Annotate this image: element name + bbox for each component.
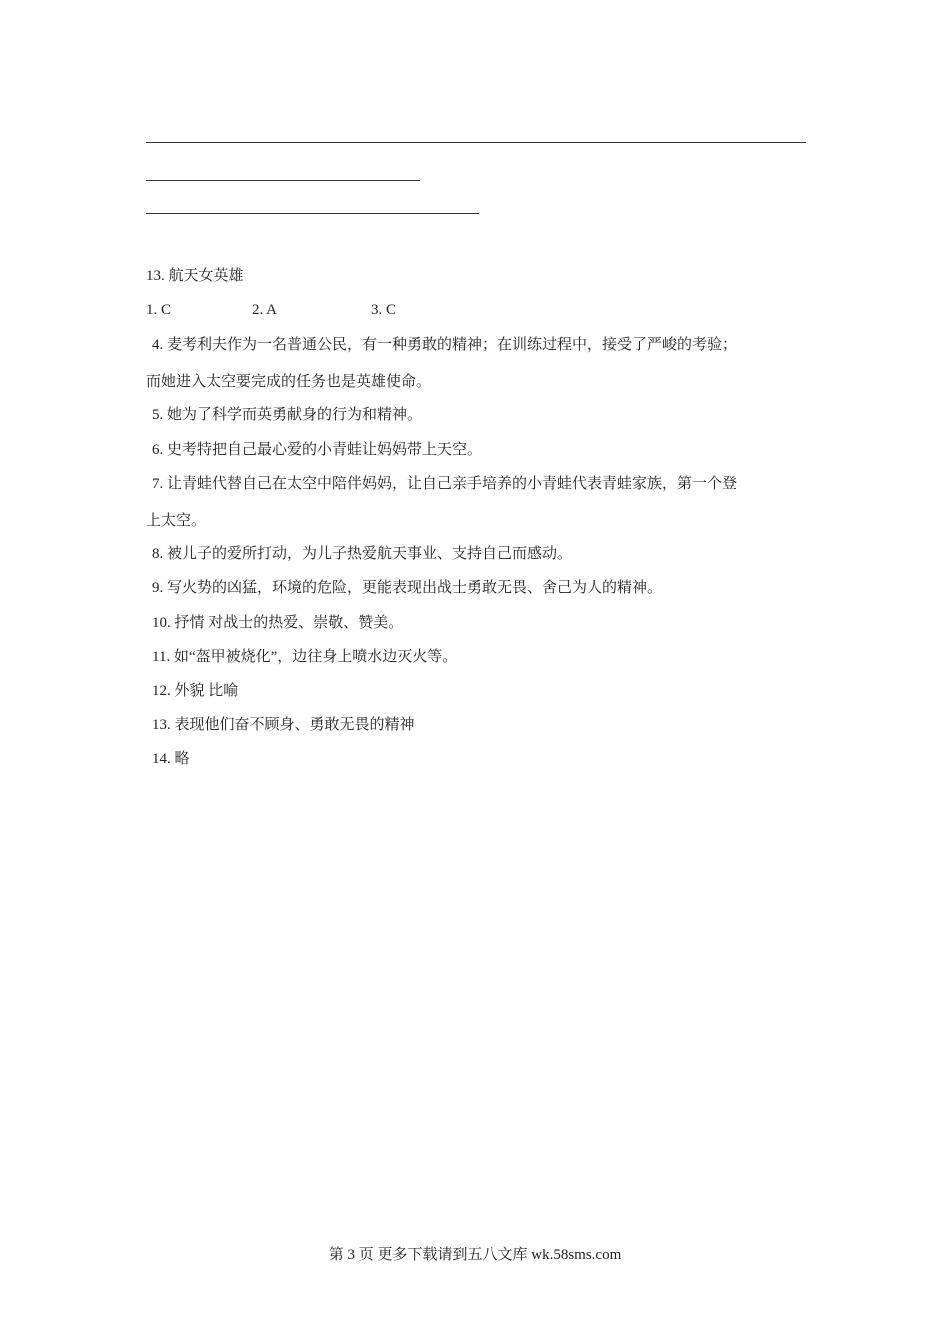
answer-9: 9. 写火势的凶猛，环境的危险，更能表现出战士勇敢无畏、舍己为人的精神。 bbox=[152, 580, 663, 596]
answer-8: 8. 被儿子的爱所打动，为儿子热爱航天事业、支持自己而感动。 bbox=[152, 546, 573, 562]
answer-7-line-1: 7. 让青蛙代替自己在太空中陪伴妈妈，让自己亲手培养的小青蛙代表青蛙家族，第一个登 bbox=[152, 476, 738, 492]
answer-14: 14. 略 bbox=[152, 751, 190, 767]
answer-5: 5. 她为了科学而英勇献身的行为和精神。 bbox=[152, 407, 423, 423]
answer-13: 13. 表现他们奋不顾身、勇敢无畏的精神 bbox=[152, 717, 415, 733]
answer-blank-line-2 bbox=[146, 180, 420, 181]
page-footer: 第 3 页 更多下载请到五八文库 wk.58sms.com bbox=[328, 1247, 622, 1263]
answer-blank-line-1 bbox=[146, 142, 806, 143]
answer-10: 10. 抒情 对战士的热爱、崇敬、赞美。 bbox=[152, 615, 404, 631]
answer-6: 6. 史考特把自己最心爱的小青蛙让妈妈带上天空。 bbox=[152, 442, 483, 458]
section-title: 13. 航天女英雄 bbox=[146, 268, 244, 284]
mc-answer-1: 1. C bbox=[146, 302, 172, 318]
answer-7-line-2: 上太空。 bbox=[146, 513, 207, 529]
answer-blank-line-3 bbox=[146, 213, 479, 214]
mc-answer-2: 2. A bbox=[252, 302, 278, 318]
answer-12: 12. 外貌 比喻 bbox=[152, 683, 239, 699]
answer-4-line-1: 4. 麦考利夫作为一名普通公民，有一种勇敢的精神；在训练过程中，接受了严峻的考验； bbox=[152, 337, 738, 353]
answer-11: 11. 如“盔甲被烧化”，边往身上喷水边灭火等。 bbox=[152, 649, 458, 665]
answer-4-line-2: 而她进入太空要完成的任务也是英雄使命。 bbox=[146, 374, 432, 390]
mc-answer-3: 3. C bbox=[371, 302, 397, 318]
